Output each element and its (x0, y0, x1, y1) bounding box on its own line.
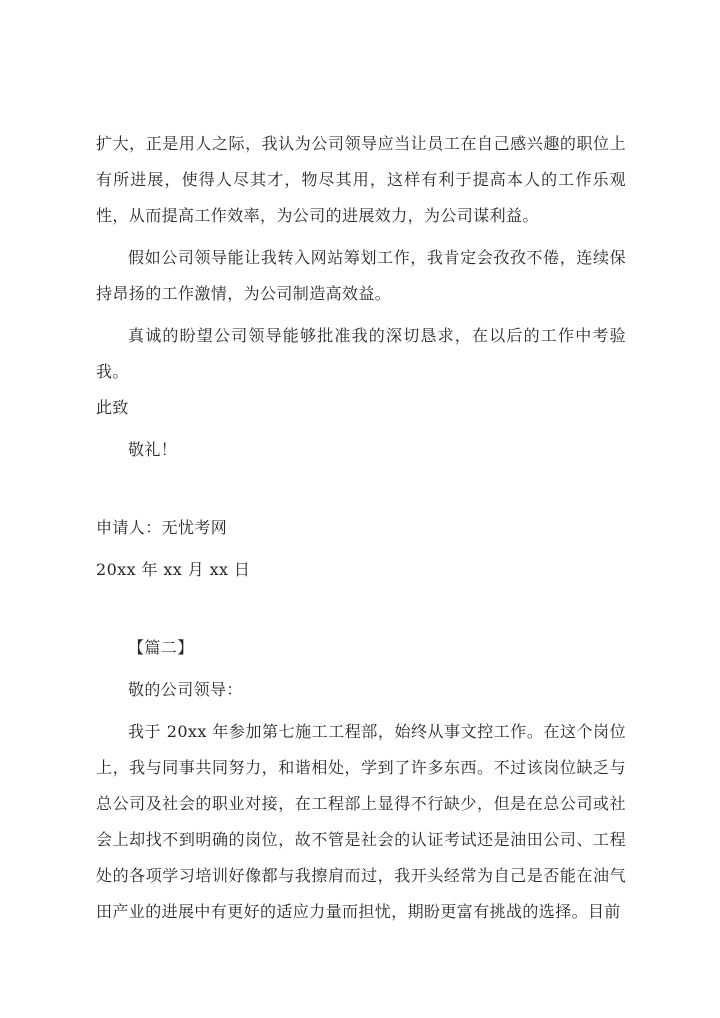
letter1-date-line: 20xx 年 xx 月 xx 日 (96, 560, 251, 579)
letter2-salutation: 敬的公司领导： (128, 680, 243, 699)
blank-line (96, 594, 626, 630)
letter1-closing-cizhi: 此致 (96, 398, 129, 417)
letter1-closing-jingli: 敬礼！ (128, 440, 178, 459)
section-title-pian-er: 【篇二】 (128, 638, 194, 657)
letter1-body-paragraph-2: 假如公司领导能让我转入网站筹划工作，我肯定会孜孜不倦，连续保持昂扬的工作激情，为公司制造高效益。 (96, 248, 626, 303)
letter1-signature-line: 申请人：无忧考网 (96, 518, 228, 537)
letter1-body-paragraph-continuation: 扩大，正是用人之际，我认为公司领导应当让员工在自己感兴趣的职位上有所进展，使得人尽其才，物尽其用，这样有利于提高本人的工作乐观性，从而提高工作效率，为公司的进展效力，为公司谋利益。 (96, 134, 626, 225)
letter1-body-paragraph-3: 真诚的盼望公司领导能够批准我的深切恳求，在以后的工作中考验我。 (96, 326, 626, 381)
blank-line (96, 474, 626, 510)
letter2-body-paragraph-1: 我于 20xx 年参加第七施工工程部，始终从事文控工作。在这个岗位上，我与同事共同努力，和谐相处，学到了许多东西。不过该岗位缺乏与总公司及社会的职业对接，在工程部上显得不行缺少，但是在总公司或社会上却找不到明确的岗位，故不管是社会的认证考试还是油田公司、工程处的各项学习培训好像都与我擦肩而过，我开头经常为自己是否能在油气田产业的进展中有更好的适应力量而担忧，期盼更富有挑战的选择。目前 (96, 722, 626, 921)
